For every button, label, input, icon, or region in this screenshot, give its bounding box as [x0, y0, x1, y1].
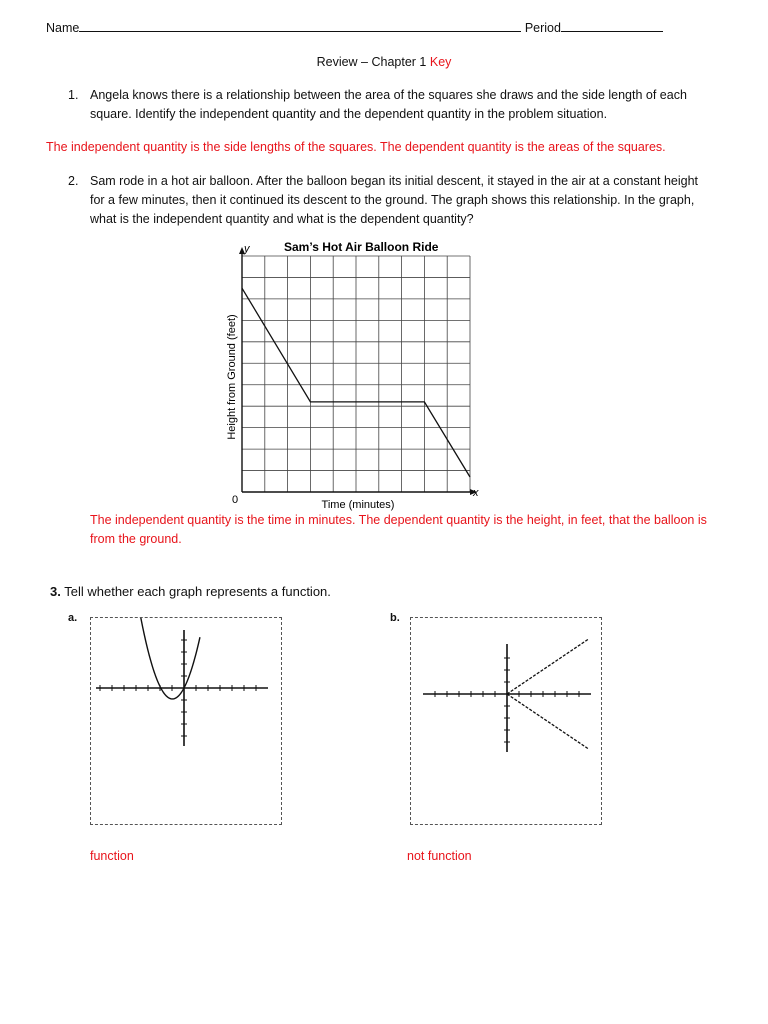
chart-axes — [239, 247, 477, 495]
chart-grid — [242, 256, 470, 492]
graph-b — [411, 618, 601, 824]
name-label: Name — [46, 21, 80, 35]
question-1-text: Angela knows there is a relationship between the area of the squares she draws and the side length of each square. Identify the independent quantity and the dependent quantity in the problem situation. — [90, 88, 687, 121]
answer-a: function — [90, 849, 134, 863]
period-field[interactable] — [561, 17, 663, 32]
lower-ray — [507, 694, 588, 749]
question-3-number: 3. — [50, 584, 61, 599]
origin-label: 0 — [232, 494, 239, 506]
period-label: Period — [524, 21, 561, 35]
graph-a — [91, 618, 281, 824]
graph-a-axes — [96, 630, 268, 746]
chart-title: Sam’s Hot Air Balloon Ride — [284, 240, 439, 254]
upper-ray — [507, 639, 588, 694]
page-title — [0, 52, 768, 72]
graph-b-axes — [423, 644, 591, 752]
title-key: Key — [429, 55, 452, 69]
part-a-label: a. — [68, 612, 78, 624]
name-field[interactable] — [79, 17, 521, 32]
x-axis-letter: x — [473, 487, 479, 499]
x-axis-label: Time (minutes) — [321, 499, 395, 511]
question-2 — [68, 172, 708, 229]
question-3 — [50, 584, 331, 599]
part-b-label: b. — [390, 612, 400, 624]
question-1 — [68, 86, 708, 124]
header-row — [46, 17, 726, 38]
title-main: Review – Chapter 1 — [316, 55, 427, 69]
question-2-number: 2. — [68, 174, 79, 188]
y-axis-letter: y — [244, 243, 250, 255]
question-1-answer: The independent quantity is the side lengths of the squares. The dependent quantity is the areas of the squares. — [46, 140, 666, 154]
graph-b-frame — [410, 617, 602, 825]
balloon-chart — [222, 236, 492, 518]
answer-b: not function — [407, 849, 472, 863]
question-1-number: 1. — [68, 88, 79, 102]
question-2-answer: The independent quantity is the time in minutes. The dependent quantity is the height, in feet, that the balloon is from the ground. — [90, 513, 707, 546]
graph-a-frame — [90, 617, 282, 825]
question-2-text: Sam rode in a hot air balloon. After the balloon began its initial descent, it stayed in the air at a constant height for a few minutes, then it continued its descent to the ground. The graph shows this relationship. In the graph, what is the independent quantity and what is the dependent quantity? — [90, 174, 699, 226]
graph-a-parabola — [133, 618, 200, 699]
question-3-text: Tell whether each graph represents a function. — [64, 584, 331, 599]
y-axis-label: Height from Ground (feet) — [226, 314, 238, 440]
